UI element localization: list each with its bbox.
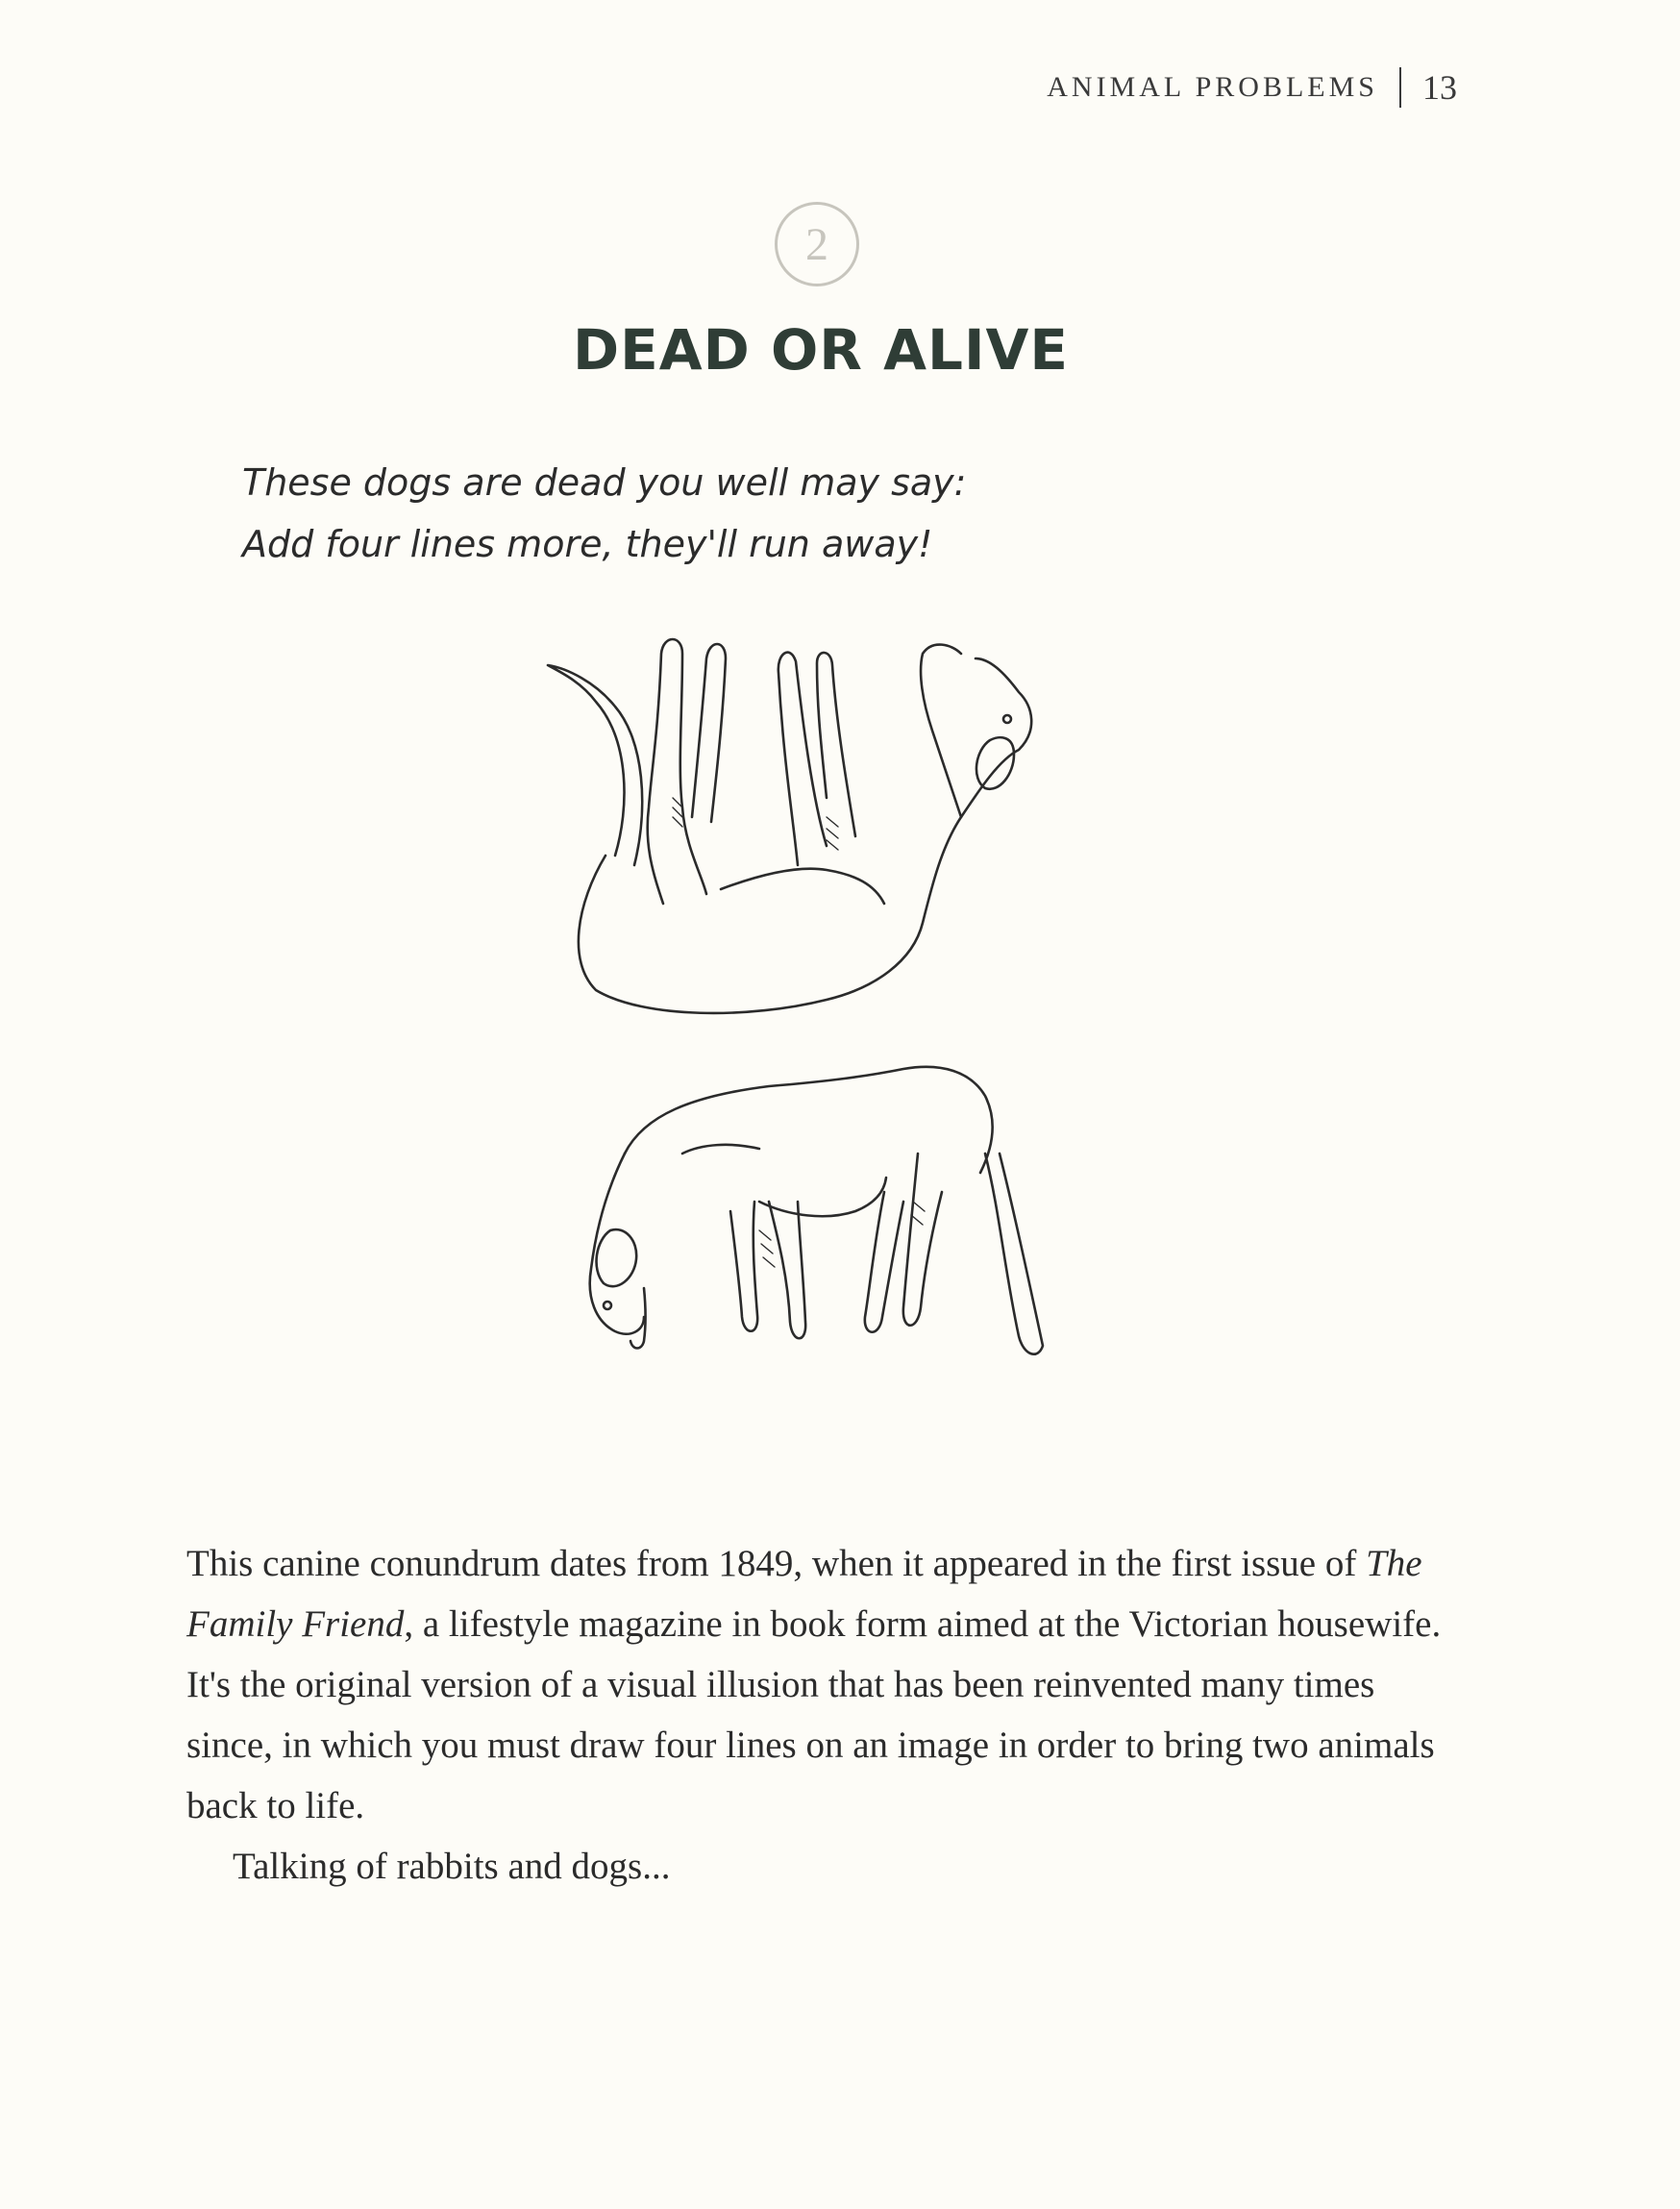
running-title: ANIMAL PROBLEMS	[1047, 71, 1378, 103]
chapter-title: DEAD OR ALIVE	[572, 317, 1070, 383]
p1-after-title: , a lifestyle magazine in book form aimed at the Victorian housewife. It's the original version of a visual illusion that has been reinvented many times since, in which you must draw four lines on an image in order to bring two animals back to life.	[186, 1603, 1442, 1826]
body-paragraph-2: Talking of rabbits and dogs...	[233, 1846, 671, 1887]
chapter-number: 2	[805, 218, 828, 270]
body-text	[186, 1533, 1465, 1897]
dogs-illustration-svg	[538, 615, 1096, 1461]
dogs-illustration	[538, 615, 1096, 1461]
verse-line-2: Add four lines more, they'll run away!	[242, 523, 933, 565]
page-number: 13	[1422, 68, 1457, 107]
verse	[242, 452, 966, 575]
lower-dog-drawing	[590, 1067, 1043, 1354]
chapter-number-badge	[775, 202, 859, 286]
magazine-title: The Family Friend	[186, 1543, 1422, 1645]
running-header	[1047, 67, 1457, 108]
upper-dog-drawing	[548, 639, 1031, 1013]
verse-line-1: These dogs are dead you well may say:	[242, 461, 967, 504]
body-paragraph-1	[186, 1533, 1465, 1836]
p1-before-title: This canine conundrum dates from 1849, when it appeared in the first issue of	[186, 1543, 1367, 1584]
header-divider	[1399, 67, 1401, 108]
